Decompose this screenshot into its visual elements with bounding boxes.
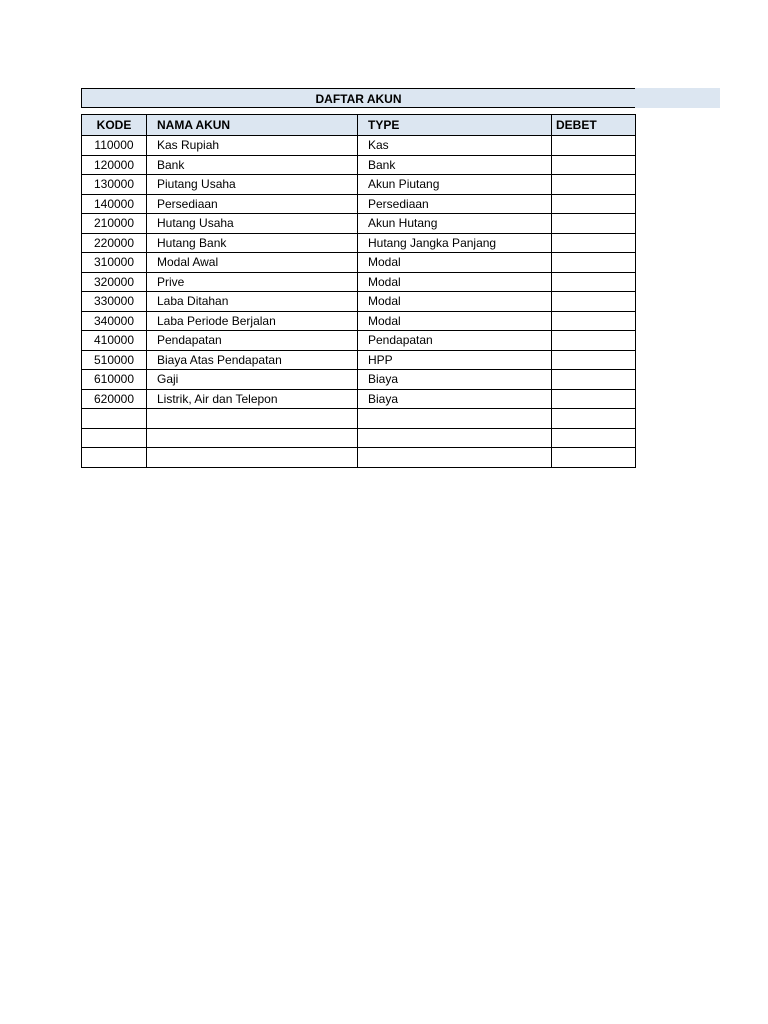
kode-cell[interactable]: 620000: [82, 389, 147, 409]
kode-cell[interactable]: 310000: [82, 253, 147, 273]
debet-cell[interactable]: [552, 253, 636, 273]
table-row: [82, 253, 636, 273]
table-row: [82, 350, 636, 370]
nama-cell[interactable]: Persediaan: [147, 194, 358, 214]
debet-cell[interactable]: [552, 311, 636, 331]
nama-cell[interactable]: Kas Rupiah: [147, 136, 358, 156]
type-cell[interactable]: [358, 428, 552, 448]
type-cell[interactable]: Persediaan: [358, 194, 552, 214]
type-cell[interactable]: HPP: [358, 350, 552, 370]
kode-cell[interactable]: 210000: [82, 214, 147, 234]
column-header-debet: DEBET: [552, 115, 636, 136]
nama-cell[interactable]: [147, 448, 358, 468]
nama-cell[interactable]: Pendapatan: [147, 331, 358, 351]
debet-cell[interactable]: [552, 292, 636, 312]
table-row: [82, 214, 636, 234]
debet-cell[interactable]: [552, 389, 636, 409]
column-header-nama: NAMA AKUN: [147, 115, 358, 136]
type-cell[interactable]: Modal: [358, 311, 552, 331]
column-header-type: TYPE: [358, 115, 552, 136]
debet-cell[interactable]: [552, 214, 636, 234]
table-body: [82, 136, 636, 468]
nama-cell[interactable]: Hutang Usaha: [147, 214, 358, 234]
kode-cell[interactable]: 110000: [82, 136, 147, 156]
kode-cell[interactable]: 510000: [82, 350, 147, 370]
nama-cell[interactable]: Listrik, Air dan Telepon: [147, 389, 358, 409]
nama-cell[interactable]: Laba Periode Berjalan: [147, 311, 358, 331]
kode-cell[interactable]: 130000: [82, 175, 147, 195]
kode-cell[interactable]: 320000: [82, 272, 147, 292]
debet-cell[interactable]: [552, 175, 636, 195]
type-cell[interactable]: Bank: [358, 155, 552, 175]
kode-cell[interactable]: 220000: [82, 233, 147, 253]
table-row: [82, 292, 636, 312]
type-cell[interactable]: Akun Hutang: [358, 214, 552, 234]
table-row: [82, 272, 636, 292]
kode-cell[interactable]: 140000: [82, 194, 147, 214]
kode-cell[interactable]: 330000: [82, 292, 147, 312]
nama-cell[interactable]: Modal Awal: [147, 253, 358, 273]
table-row: [82, 389, 636, 409]
kode-cell[interactable]: 410000: [82, 331, 147, 351]
type-cell[interactable]: Modal: [358, 253, 552, 273]
nama-cell[interactable]: Bank: [147, 155, 358, 175]
page-title: DAFTAR AKUN: [81, 88, 635, 108]
debet-cell[interactable]: [552, 331, 636, 351]
debet-cell[interactable]: [552, 428, 636, 448]
debet-cell[interactable]: [552, 409, 636, 429]
type-cell[interactable]: Modal: [358, 272, 552, 292]
debet-cell[interactable]: [552, 272, 636, 292]
table-row: [82, 233, 636, 253]
table-row: [82, 428, 636, 448]
type-cell[interactable]: Modal: [358, 292, 552, 312]
debet-cell[interactable]: [552, 194, 636, 214]
debet-cell[interactable]: [552, 448, 636, 468]
table-row: [82, 155, 636, 175]
type-cell[interactable]: Akun Piutang: [358, 175, 552, 195]
kode-cell[interactable]: 610000: [82, 370, 147, 390]
debet-cell[interactable]: [552, 233, 636, 253]
kode-cell[interactable]: [82, 448, 147, 468]
nama-cell[interactable]: Laba Ditahan: [147, 292, 358, 312]
column-header-kode: KODE: [82, 115, 147, 136]
table-row: [82, 409, 636, 429]
type-cell[interactable]: [358, 409, 552, 429]
table-header-row: [82, 115, 636, 136]
debet-cell[interactable]: [552, 350, 636, 370]
nama-cell[interactable]: Gaji: [147, 370, 358, 390]
type-cell[interactable]: [358, 448, 552, 468]
table-row: [82, 175, 636, 195]
table-row: [82, 331, 636, 351]
debet-cell[interactable]: [552, 370, 636, 390]
type-cell[interactable]: Biaya: [358, 370, 552, 390]
table-row: [82, 448, 636, 468]
nama-cell[interactable]: Biaya Atas Pendapatan: [147, 350, 358, 370]
kode-cell[interactable]: [82, 428, 147, 448]
type-cell[interactable]: Biaya: [358, 389, 552, 409]
table-row: [82, 194, 636, 214]
type-cell[interactable]: Pendapatan: [358, 331, 552, 351]
table-row: [82, 311, 636, 331]
debet-cell[interactable]: [552, 136, 636, 156]
accounts-table: [81, 114, 636, 468]
nama-cell[interactable]: Prive: [147, 272, 358, 292]
nama-cell[interactable]: [147, 409, 358, 429]
table-row: [82, 370, 636, 390]
kode-cell[interactable]: 120000: [82, 155, 147, 175]
nama-cell[interactable]: Piutang Usaha: [147, 175, 358, 195]
kode-cell[interactable]: 340000: [82, 311, 147, 331]
kode-cell[interactable]: [82, 409, 147, 429]
nama-cell[interactable]: [147, 428, 358, 448]
type-cell[interactable]: Kas: [358, 136, 552, 156]
type-cell[interactable]: Hutang Jangka Panjang: [358, 233, 552, 253]
nama-cell[interactable]: Hutang Bank: [147, 233, 358, 253]
table-row: [82, 136, 636, 156]
debet-cell[interactable]: [552, 155, 636, 175]
